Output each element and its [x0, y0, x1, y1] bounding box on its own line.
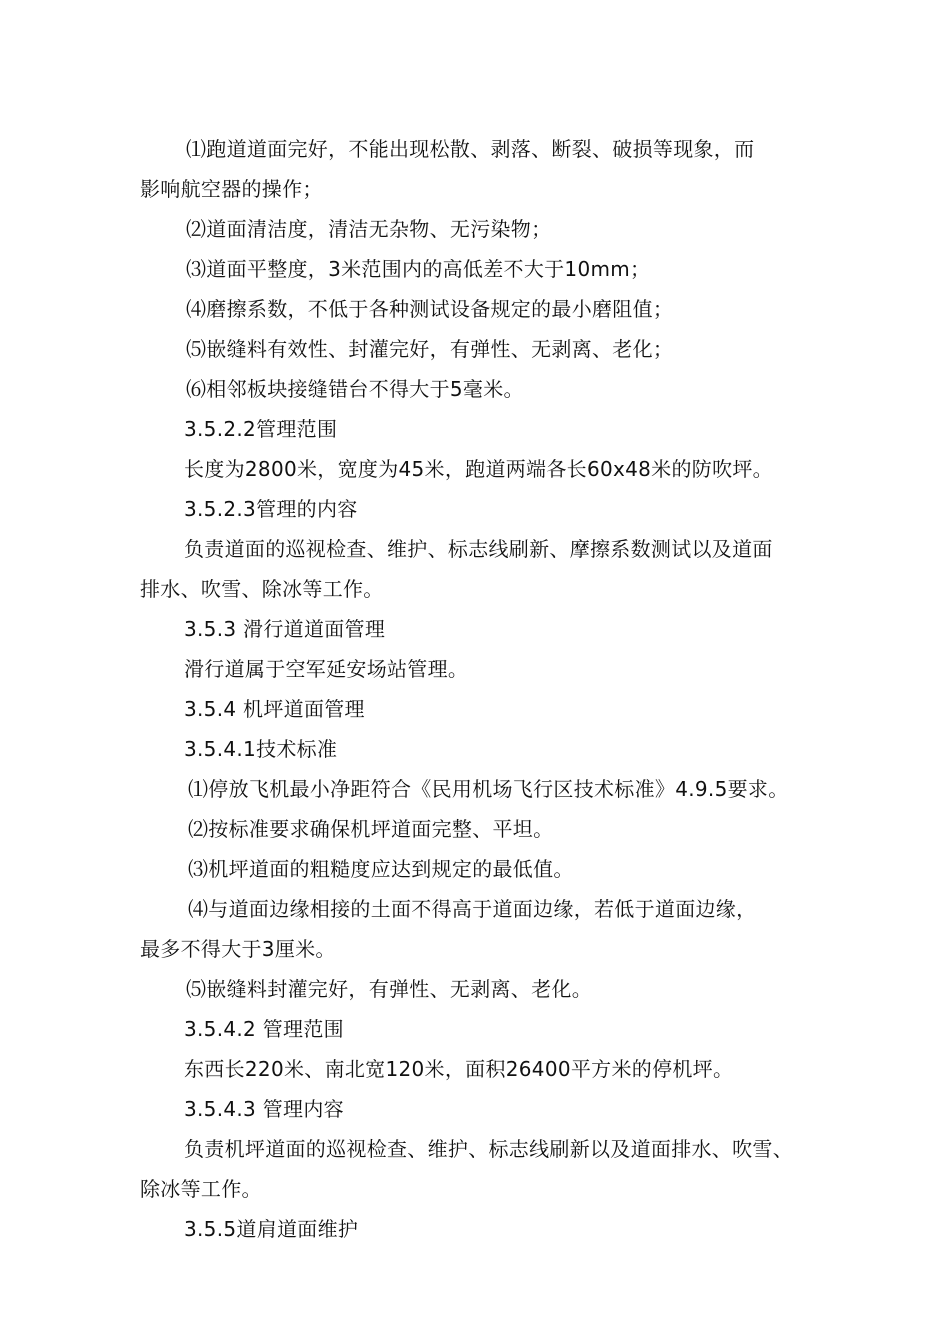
paragraph-runway-condition-cont: 影响航空器的操作；	[140, 177, 323, 201]
paragraph-apron-sealant: ⑸嵌缝料封灌完好，有弹性、无剥离、老化。	[186, 977, 592, 1001]
paragraph-flatness: ⑶道面平整度，3米范围内的高低差不大于10mm；	[186, 257, 651, 281]
heading-3-5-4-3: 3.5.4.3 管理内容	[184, 1097, 344, 1121]
paragraph-joint-sealant: ⑸嵌缝料有效性、封灌完好，有弹性、无剥离、老化；	[186, 337, 674, 361]
heading-3-5-2-2: 3.5.2.2管理范围	[184, 417, 338, 441]
paragraph-soil-edge: ⑷与道面边缘相接的土面不得高于道面边缘，若低于道面边缘，	[188, 897, 757, 921]
paragraph-apron-duties-cont: 除冰等工作。	[140, 1177, 262, 1201]
paragraph-apron-roughness: ⑶机坪道面的粗糙度应达到规定的最低值。	[188, 857, 574, 881]
heading-3-5-5: 3.5.5道肩道面维护	[184, 1217, 359, 1241]
paragraph-soil-edge-cont: 最多不得大于3厘米。	[140, 937, 336, 961]
heading-3-5-4: 3.5.4 机坪道面管理	[184, 697, 365, 721]
paragraph-apron-integrity: ⑵按标准要求确保机坪道面完整、平坦。	[188, 817, 554, 841]
paragraph-runway-condition: ⑴跑道道面完好，不能出现松散、剥落、断裂、破损等现象，而	[186, 137, 755, 161]
heading-3-5-3: 3.5.3 滑行道道面管理	[184, 617, 386, 641]
paragraph-cleanliness: ⑵道面清洁度，清洁无杂物、无污染物；	[186, 217, 552, 241]
paragraph-taxiway-management: 滑行道属于空军延安场站管理。	[184, 657, 469, 681]
paragraph-slab-offset: ⑹相邻板块接缝错台不得大于5毫米。	[186, 377, 524, 401]
paragraph-runway-duties: 负责道面的巡视检查、维护、标志线刷新、摩擦系数测试以及道面	[184, 537, 773, 561]
heading-3-5-2-3: 3.5.2.3管理的内容	[184, 497, 358, 521]
paragraph-runway-duties-cont: 排水、吹雪、除冰等工作。	[140, 577, 384, 601]
paragraph-apron-dimensions: 东西长220米、南北宽120米，面积26400平方米的停机坪。	[184, 1057, 734, 1081]
heading-3-5-4-1: 3.5.4.1技术标准	[184, 737, 338, 761]
paragraph-runway-dimensions: 长度为2800米，宽度为45米，跑道两端各长60x48米的防吹坪。	[184, 457, 773, 481]
paragraph-parking-clearance: ⑴停放飞机最小净距符合《民用机场飞行区技术标准》4.9.5要求。	[188, 777, 789, 801]
paragraph-apron-duties: 负责机坪道面的巡视检查、维护、标志线刷新以及道面排水、吹雪、	[184, 1137, 793, 1161]
heading-3-5-4-2: 3.5.4.2 管理范围	[184, 1017, 344, 1041]
paragraph-friction: ⑷磨擦系数，不低于各种测试设备规定的最小磨阻值；	[186, 297, 674, 321]
